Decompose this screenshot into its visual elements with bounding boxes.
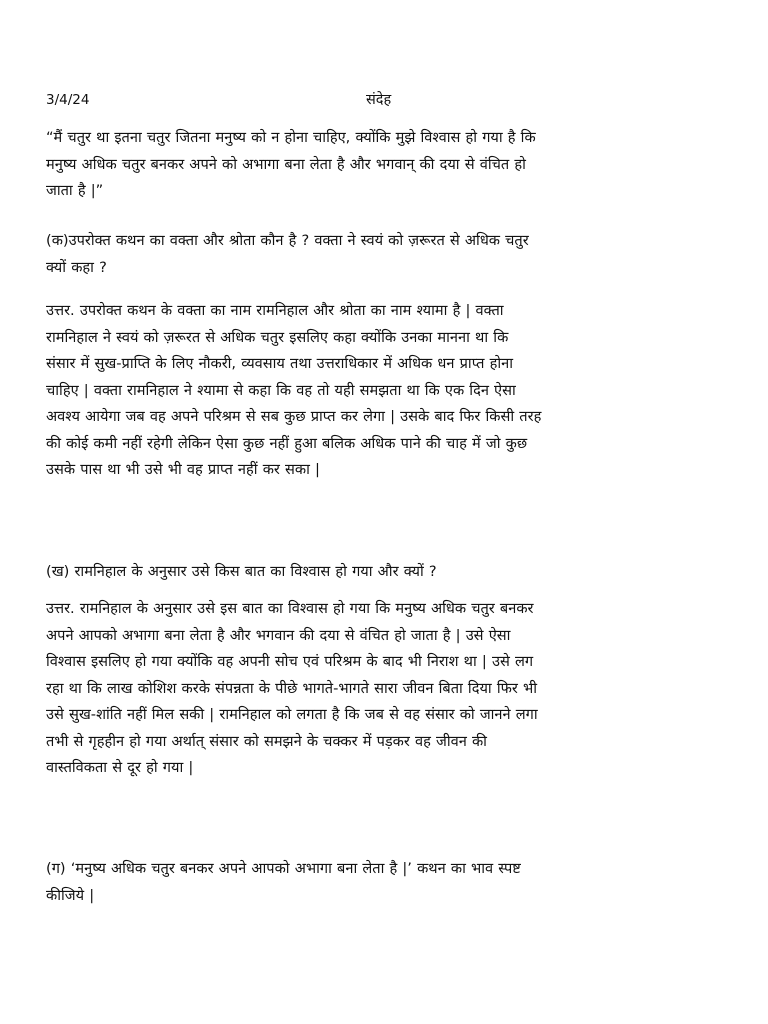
question-a-line: क्यों कहा ? bbox=[46, 258, 107, 276]
answer-a-line: अवश्य आयेगा जब वह अपने परिश्रम से सब कुछ प्राप्त कर लेगा | उसके बाद फिर किसी तरह bbox=[46, 408, 542, 425]
answer-a-line: संसार में सुख-प्राप्ति के लिए नौकरी, व्यवसाय तथा उत्तराधिकार में अधिक धन प्राप्त होना bbox=[46, 355, 514, 372]
answer-b bbox=[46, 596, 732, 782]
question-a-line: (क)उपरोक्त कथन का वक्ता और श्रोता कौन है ? वक्ता ने स्वयं को ज़रूरत से अधिक चतुर bbox=[46, 232, 529, 249]
question-c-line: (ग) ‘मनुष्य अधिक चतुर बनकर अपने आपको अभागा बना लेता है |’ कथन का भाव स्पष्ट bbox=[46, 860, 521, 877]
quote-paragraph bbox=[46, 125, 732, 205]
question-a bbox=[46, 228, 732, 281]
answer-b-line: उसे सुख-शांति नहीं मिल सकी | रामनिहाल को लगता है कि जब से वह संसार को जानने लगा bbox=[46, 706, 538, 723]
question-b-line: (ख) रामनिहाल के अनुसार उसे किस बात का विश्वास हो गया और क्यों ? bbox=[46, 563, 437, 580]
document-header bbox=[46, 90, 726, 114]
answer-a-line: की कोई कमी नहीं रहेगी लेकिन ऐसा कुछ नहीं हुआ बलिक अधिक पाने की चाह में जो कुछ bbox=[46, 434, 528, 452]
answer-a-line: उत्तर. उपरोक्त कथन के वक्ता का नाम रामनिहाल और श्रोता का नाम श्यामा है | वक्ता bbox=[46, 302, 504, 319]
answer-a-line: चाहिए | वक्ता रामनिहाल ने श्यामा से कहा कि वह तो यही समझता था कि एक दिन ऐसा bbox=[46, 381, 516, 399]
document-title: संदेह bbox=[366, 92, 392, 108]
answer-a-line: रामनिहाल ने स्वयं को ज़रूरत से अधिक चतुर इसलिए कहा क्योंकि उनका मानना था कि bbox=[46, 328, 509, 346]
quote-line: “मैं चतुर था इतना चतुर जितना मनुष्य को न होना चाहिए, क्योंकि मुझे विश्वास हो गया है कि bbox=[46, 129, 536, 146]
quote-line: मनुष्य अधिक चतुर बनकर अपने को अभागा बना लेता है और भगवान् की दया से वंचित हो bbox=[46, 155, 526, 173]
document-date: 3/4/24 bbox=[46, 92, 90, 108]
question-c-line: कीजिये | bbox=[46, 886, 95, 904]
answer-a-line: उसके पास था भी उसे भी वह प्राप्त नहीं कर सका | bbox=[46, 461, 320, 478]
question-c bbox=[46, 856, 732, 909]
question-b bbox=[46, 559, 732, 586]
answer-b-line: उत्तर. रामनिहाल के अनुसार उसे इस बात का विश्वास हो गया कि मनुष्य अधिक चतुर बनकर bbox=[46, 600, 534, 617]
answer-b-line: विश्वास इसलिए हो गया क्योंकि वह अपनी सोच एवं परिश्रम के बाद भी निराश था | उसे लग bbox=[46, 653, 534, 670]
answer-b-line: तभी से गृहहीन हो गया अर्थात् संसार को समझने के चक्कर में पड़कर वह जीवन की bbox=[46, 732, 487, 750]
answer-b-line: वास्तविकता से दूर हो गया | bbox=[46, 759, 194, 776]
answer-b-line: रहा था कि लाख कोशिश करके संपन्नता के पीछे भागते-भागते सारा जीवन बिता दिया फिर भी bbox=[46, 679, 538, 697]
quote-line: जाता है |” bbox=[46, 182, 104, 199]
answer-b-line: अपने आपको अभागा बना लेता है और भगवान की दया से वंचित हो जाता है | उसे ऐसा bbox=[46, 626, 511, 644]
answer-a bbox=[46, 298, 732, 484]
